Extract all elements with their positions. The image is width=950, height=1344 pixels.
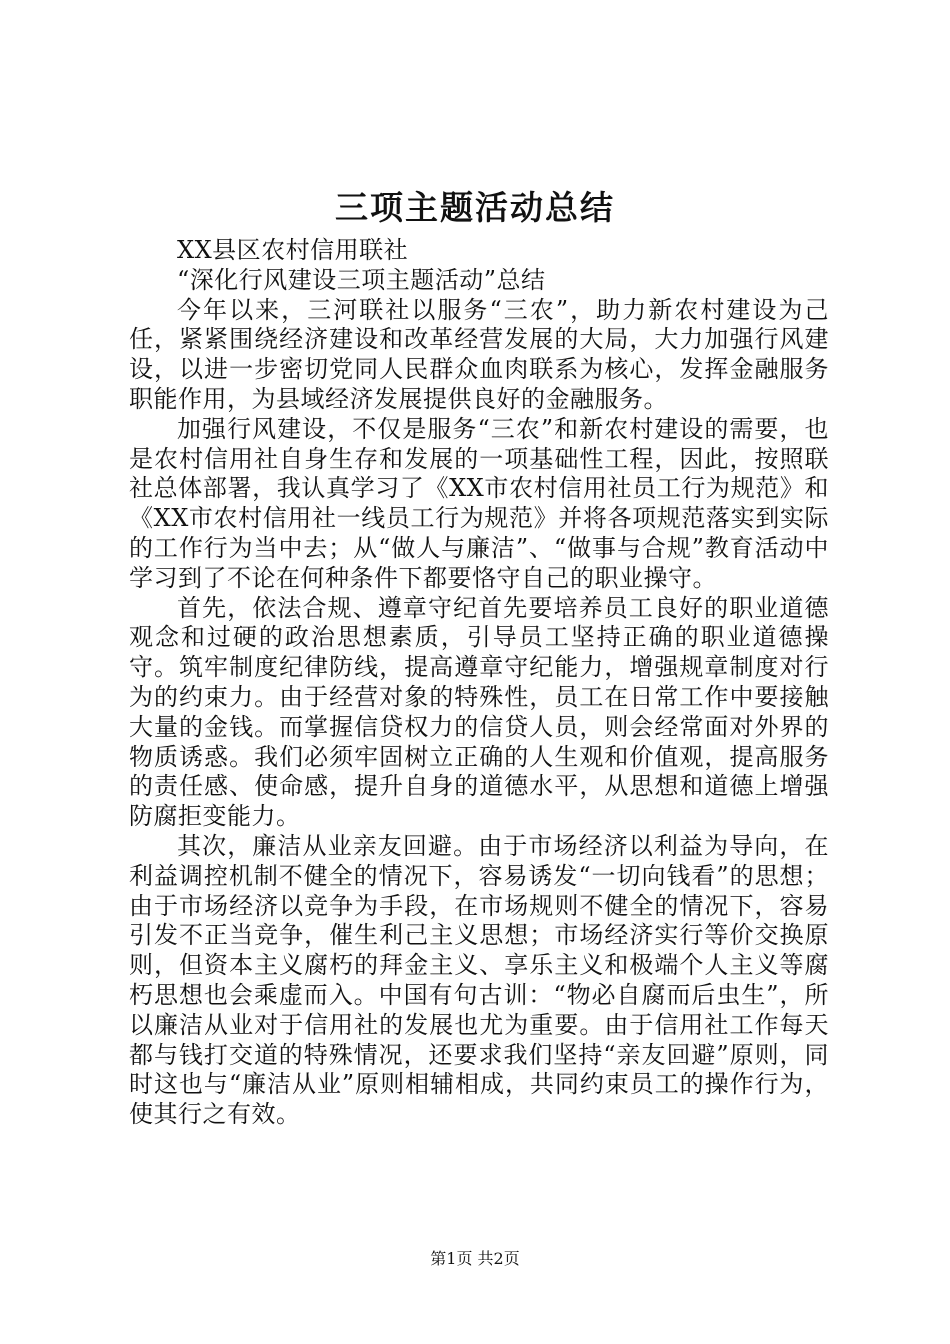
- paragraph-second: 其次，廉洁从业亲友回避。由于市场经济以利益为导向，在利益调控机制不健全的情况下，容易诱发“一切向钱看”的思想；由于市场经济以竞争为手段，在市场规则不健全的情况下，容易引发不正当竞争，催生利己主义思想；市场经济实行等价交换原则，但资本主义腐朽的拜金主义、享乐主义和极端个人主义等腐朽思想也会乘虚而入。中国有句古训：“物必自腐而后虫生”，所以廉洁从业对于信用社的发展也尤为重要。由于信用社工作每天都与钱打交道的特殊情况，还要求我们坚持“亲友回避”原则，同时这也与“廉洁从业”原则相辅相成，共同约束员工的操作行为，使其行之有效。: [129, 831, 829, 1129]
- paragraph-first: 首先，依法合规、遵章守纪首先要培养员工良好的职业道德观念和过硬的政治思想素质，引导员工坚持正确的职业道德操守。筑牢制度纪律防线，提高遵章守纪能力，增强规章制度对行为的约束力。由于经营对象的特殊性，员工在日常工作中要接触大量的金钱。而掌握信贷权力的信贷人员，则会经常面对外界的物质诱惑。我们必须牢固树立正确的人生观和价值观，提高服务的责任感、使命感，提升自身的道德水平，从思想和道德上增强防腐拒变能力。: [129, 593, 829, 831]
- subtitle-line: “深化行风建设三项主题活动”总结: [177, 265, 546, 294]
- document-body: [129, 236, 829, 1130]
- page-footer: 第1页 共2页: [430, 1249, 520, 1268]
- paragraph-intro: 今年以来，三河联社以服务“三农”，助力新农村建设为己任，紧紧围绕经济建设和改革经营发展的大局，大力加强行风建设，以进一步密切党同人民群众血肉联系为核心，发挥金融服务职能作用，为县域经济发展提供良好的金融服务。: [129, 295, 829, 413]
- org-line: XX县区农村信用联社: [177, 236, 409, 264]
- paragraph-conduct: 加强行风建设，不仅是服务“三农”和新农村建设的需要，也是农村信用社自身生存和发展的一项基础性工程，因此，按照联社总体部署，我认真学习了《XX市农村信用社员工行为规范》和《XX市农村信用社一线员工行为规范》并将各项规范落实到实际的工作行为当中去；从“做人与廉洁”、“做事与合规”教育活动中学习到了不论在何种条件下都要恪守自己的职业操守。: [129, 414, 829, 592]
- document-title: 三项主题活动总结: [335, 188, 615, 227]
